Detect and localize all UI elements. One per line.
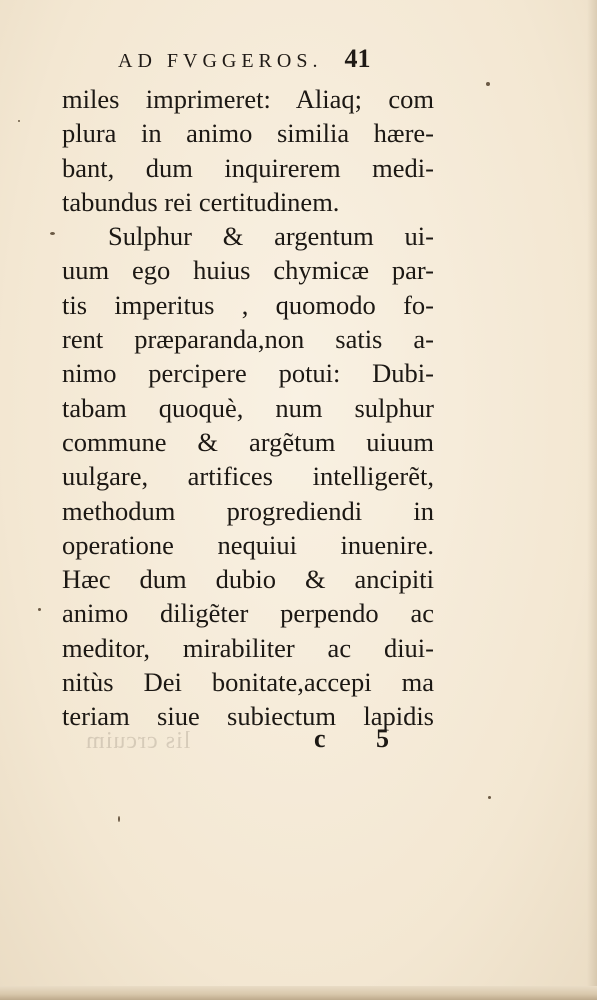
- paper-speck: [50, 232, 55, 235]
- running-title: AD FVGGEROS.: [118, 50, 323, 72]
- text-line: meditor, mirabiliter ac diui-: [62, 632, 434, 663]
- signature-mark: c 5: [314, 724, 412, 753]
- running-head: [118, 44, 438, 74]
- paper-speck: [18, 120, 20, 122]
- text-line: rent præparanda,non satis a-: [62, 324, 434, 355]
- text-line: commune & argẽtum uiuum: [62, 426, 434, 457]
- text-line: methodum progrediendi in: [62, 495, 434, 526]
- paper-speck: [486, 82, 490, 86]
- page-edge-shadow: [587, 0, 597, 1000]
- text-line: tis imperitus , quomodo fo-: [62, 289, 434, 320]
- text-line: plura in animo similia hære-: [62, 118, 434, 149]
- paper-speck: [38, 608, 41, 611]
- text-line: uum ego huius chymicæ par-: [62, 255, 434, 286]
- text-line: tabam quoquè, num sulphur: [62, 392, 434, 423]
- paper-speck: [118, 816, 120, 822]
- paper-speck: [488, 796, 491, 799]
- text-line: nitùs Dei bonitate,accepi ma: [62, 667, 434, 698]
- text-line: operatione nequiui inuenire.: [62, 529, 434, 560]
- text-line: tabundus rei certitudinem.: [62, 186, 340, 217]
- text-line: uulgare, artifices intelligerẽt,: [62, 461, 434, 492]
- text-line: teriam siue subiectum lapidis: [62, 701, 434, 732]
- text-line: Hæc dum dubio & ancipiti: [62, 564, 434, 595]
- body-text: [62, 82, 434, 734]
- text-line-paragraph-start: Sulphur & argentum ui-: [108, 221, 434, 252]
- text-line: nimo percipere potui: Dubi-: [62, 358, 434, 389]
- page-number: 41: [344, 44, 371, 73]
- text-line: miles imprimeret: Aliaq; com: [62, 84, 434, 114]
- bleed-through-text: lis crcuim: [85, 728, 191, 754]
- page-bottom-edge: [0, 986, 597, 1000]
- text-line: bant, dum inquirerem medi-: [62, 152, 434, 183]
- text-line: animo diligẽter perpendo ac: [62, 598, 434, 629]
